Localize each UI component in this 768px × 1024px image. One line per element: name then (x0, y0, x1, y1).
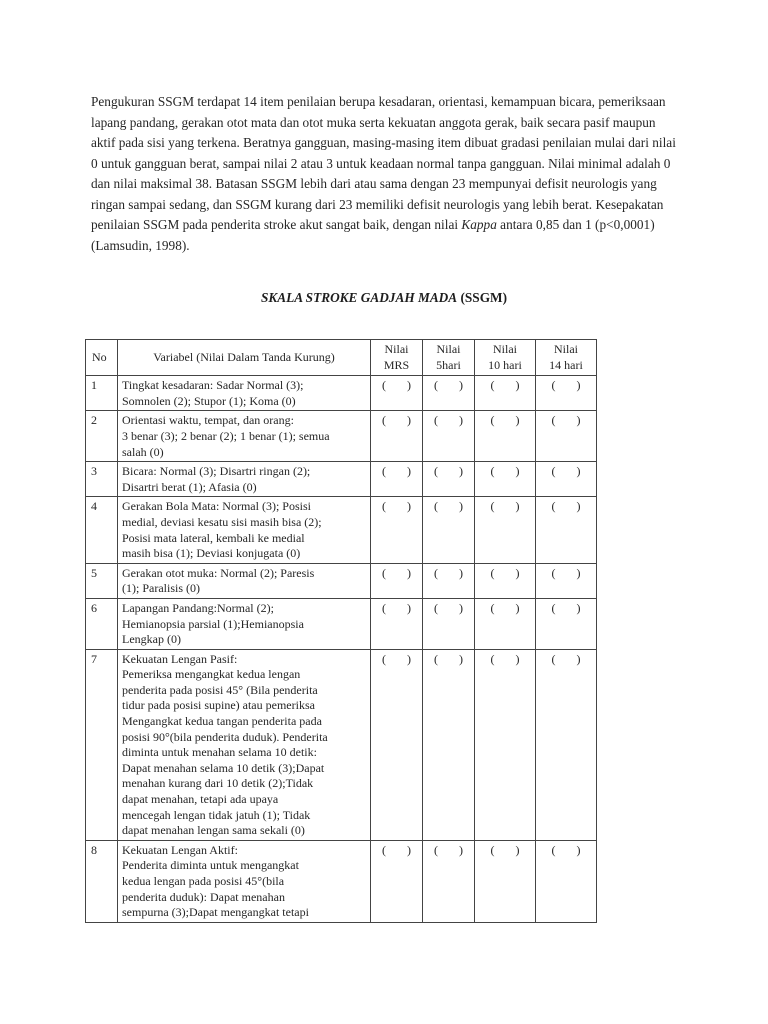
row-variabel-line: penderita duduk): Dapat menahan (122, 889, 285, 904)
table-row (86, 649, 597, 840)
row-variabel (118, 462, 371, 497)
score-field-10hari[interactable]: ( ) (475, 411, 536, 462)
row-variabel-line: Somnolen (2); Stupor (1); Koma (0) (122, 393, 296, 408)
header-nilai-mrs-line1: Nilai (384, 342, 409, 356)
score-field-14hari[interactable]: ( ) (536, 598, 597, 649)
row-number: 8 (86, 840, 118, 922)
row-variabel-line: sempurna (3);Dapat mengangkat tetapi (122, 905, 309, 920)
header-nilai-10hari (475, 340, 536, 376)
intro-text-end: antara 0,85 dan 1 (p<0,0001) (Lamsudin, 1998). (91, 217, 655, 253)
row-variabel (118, 598, 371, 649)
row-variabel (118, 376, 371, 411)
score-field-mrs[interactable]: ( ) (371, 649, 423, 840)
row-variabel (118, 649, 371, 840)
intro-kappa: Kappa (461, 217, 497, 232)
table-row (86, 411, 597, 462)
row-variabel-line: Posisi mata lateral, kembali ke medial (122, 530, 305, 545)
score-field-5hari[interactable]: ( ) (423, 411, 475, 462)
row-variabel-line: 3 benar (3); 2 benar (2); 1 benar (1); semua (122, 428, 330, 443)
ssgm-table (85, 339, 597, 923)
row-variabel-line: dapat menahan lengan sama sekali (0) (122, 823, 305, 838)
score-field-mrs[interactable]: ( ) (371, 497, 423, 563)
score-field-5hari[interactable]: ( ) (423, 598, 475, 649)
score-field-5hari[interactable]: ( ) (423, 649, 475, 840)
header-nilai-10hari-line2: 10 hari (488, 357, 522, 372)
intro-paragraph (91, 92, 679, 256)
row-variabel (118, 840, 371, 922)
table-header-row (86, 340, 597, 376)
score-field-10hari[interactable]: ( ) (475, 376, 536, 411)
intro-text: Pengukuran SSGM terdapat 14 item penilaian berupa kesadaran, orientasi, kemampuan bicara, pemeriksaan lapang pandang, gerakan otot mata dan otot muka serta kekuatan anggota gerak, baik secara pasif maupun aktif pada sisi yang terkena. Beratnya gangguan, masing-masing item dibuat gradasi penilaian mulai dari nilai 0 untuk gangguan berat, sampai nilai 2 atau 3 untuk keadaan normal tanpa gangguan. Nilai minimal adalah 0 dan nilai maksimal 38. Batasan SSGM lebih dari atau sama dengan 23 mempunyai defisit neurologis yang ringan sampai sedang, dan SSGM kurang dari 23 memiliki defisit neurologis yang lebih berat. Kesepakatan penilaian SSGM pada penderita stroke akut sangat baik, dengan nilai (91, 94, 676, 232)
row-number: 1 (86, 376, 118, 411)
header-nilai-5hari-line1: Nilai (436, 342, 461, 356)
row-variabel (118, 497, 371, 563)
table-body (86, 376, 597, 923)
header-nilai-mrs-line2: MRS (383, 357, 410, 372)
row-variabel-line: tidur pada posisi supine) atau pemeriksa (122, 698, 315, 713)
score-field-mrs[interactable]: ( ) (371, 462, 423, 497)
score-field-14hari[interactable]: ( ) (536, 462, 597, 497)
row-variabel-line: mencegah lengan tidak jatuh (1); Tidak (122, 807, 311, 822)
score-field-mrs[interactable]: ( ) (371, 411, 423, 462)
row-variabel-line: penderita pada posisi 45° (Bila penderita (122, 682, 318, 697)
score-field-5hari[interactable]: ( ) (423, 563, 475, 598)
row-variabel-line: Gerakan Bola Mata: Normal (3); Posisi (122, 499, 311, 514)
table-row (86, 598, 597, 649)
score-field-14hari[interactable]: ( ) (536, 376, 597, 411)
row-variabel-line: kedua lengan pada posisi 45°(bila (122, 874, 285, 888)
score-field-14hari[interactable]: ( ) (536, 497, 597, 563)
header-nilai-mrs (371, 340, 423, 376)
row-variabel-line: Penderita diminta untuk mengangkat (122, 858, 299, 873)
header-nilai-14hari-line1: Nilai (554, 342, 578, 356)
row-variabel-line: diminta untuk menahan selama 10 detik: (122, 745, 317, 760)
score-field-10hari[interactable]: ( ) (475, 497, 536, 563)
score-field-10hari[interactable]: ( ) (475, 462, 536, 497)
row-variabel-line: menahan kurang dari 10 detik (2);Tidak (122, 776, 314, 791)
score-field-mrs[interactable]: ( ) (371, 563, 423, 598)
row-variabel-line: Bicara: Normal (3); Disartri ringan (2); (122, 464, 311, 479)
score-field-10hari[interactable]: ( ) (475, 563, 536, 598)
row-number: 2 (86, 411, 118, 462)
row-variabel-line: Mengangkat kedua tangan penderita pada (122, 714, 322, 729)
row-variabel-line: Pemeriksa mengangkat kedua lengan (122, 667, 301, 682)
score-field-mrs[interactable]: ( ) (371, 840, 423, 922)
row-variabel-line: Disartri berat (1); Afasia (0) (122, 479, 257, 494)
header-nilai-10hari-line1: Nilai (493, 342, 517, 356)
table-title (0, 290, 768, 306)
row-variabel-line: Lengkap (0) (122, 632, 181, 647)
score-field-5hari[interactable]: ( ) (423, 462, 475, 497)
score-field-14hari[interactable]: ( ) (536, 563, 597, 598)
score-field-mrs[interactable]: ( ) (371, 598, 423, 649)
row-number: 6 (86, 598, 118, 649)
table-row (86, 563, 597, 598)
header-nilai-5hari-line2: 5hari (436, 357, 461, 372)
score-field-mrs[interactable]: ( ) (371, 376, 423, 411)
row-variabel (118, 411, 371, 462)
row-variabel (118, 563, 371, 598)
score-field-10hari[interactable]: ( ) (475, 598, 536, 649)
table-row (86, 840, 597, 922)
table-title-abbr: (SSGM) (460, 290, 508, 305)
header-nilai-5hari (423, 340, 475, 376)
score-field-5hari[interactable]: ( ) (423, 840, 475, 922)
row-variabel-line: masih bisa (1); Deviasi konjugata (0) (122, 546, 301, 561)
row-variabel-line: Kekuatan Lengan Pasif: (122, 651, 238, 666)
row-variabel-line: Lapangan Pandang:Normal (2); (122, 600, 274, 615)
row-variabel-line: Dapat menahan selama 10 detik (3);Dapat (122, 760, 325, 775)
header-nilai-14hari-line2: 14 hari (549, 357, 583, 372)
row-variabel-line: Orientasi waktu, tempat, dan orang: (122, 413, 294, 428)
row-number: 3 (86, 462, 118, 497)
header-variabel: Variabel (Nilai Dalam Tanda Kurung) (118, 340, 371, 376)
row-number: 4 (86, 497, 118, 563)
table-row (86, 462, 597, 497)
score-field-5hari[interactable]: ( ) (423, 376, 475, 411)
row-variabel-line: (1); Paralisis (0) (122, 581, 200, 596)
row-variabel-line: Kekuatan Lengan Aktif: (122, 842, 238, 857)
row-variabel-line: dapat menahan, tetapi ada upaya (122, 792, 279, 807)
row-variabel-line: Hemianopsia parsial (1);Hemianopsia (122, 616, 304, 631)
table-row (86, 497, 597, 563)
header-no: No (86, 340, 118, 376)
row-number: 7 (86, 649, 118, 840)
table-row (86, 376, 597, 411)
row-variabel-line: salah (0) (122, 444, 164, 459)
row-variabel-line: Gerakan otot muka: Normal (2); Paresis (122, 565, 315, 580)
score-field-10hari[interactable]: ( ) (475, 649, 536, 840)
header-nilai-14hari (536, 340, 597, 376)
row-variabel-line: posisi 90°(bila penderita duduk). Penderita (122, 729, 328, 744)
score-field-14hari[interactable]: ( ) (536, 649, 597, 840)
score-field-5hari[interactable]: ( ) (423, 497, 475, 563)
row-variabel-line: Tingkat kesadaran: Sadar Normal (3); (122, 378, 304, 393)
table-title-italic: SKALA STROKE GADJAH MADA (260, 290, 458, 305)
score-field-10hari[interactable]: ( ) (475, 840, 536, 922)
row-number: 5 (86, 563, 118, 598)
score-field-14hari[interactable]: ( ) (536, 411, 597, 462)
row-variabel-line: medial, deviasi kesatu sisi masih bisa (2); (122, 514, 322, 529)
score-field-14hari[interactable]: ( ) (536, 840, 597, 922)
